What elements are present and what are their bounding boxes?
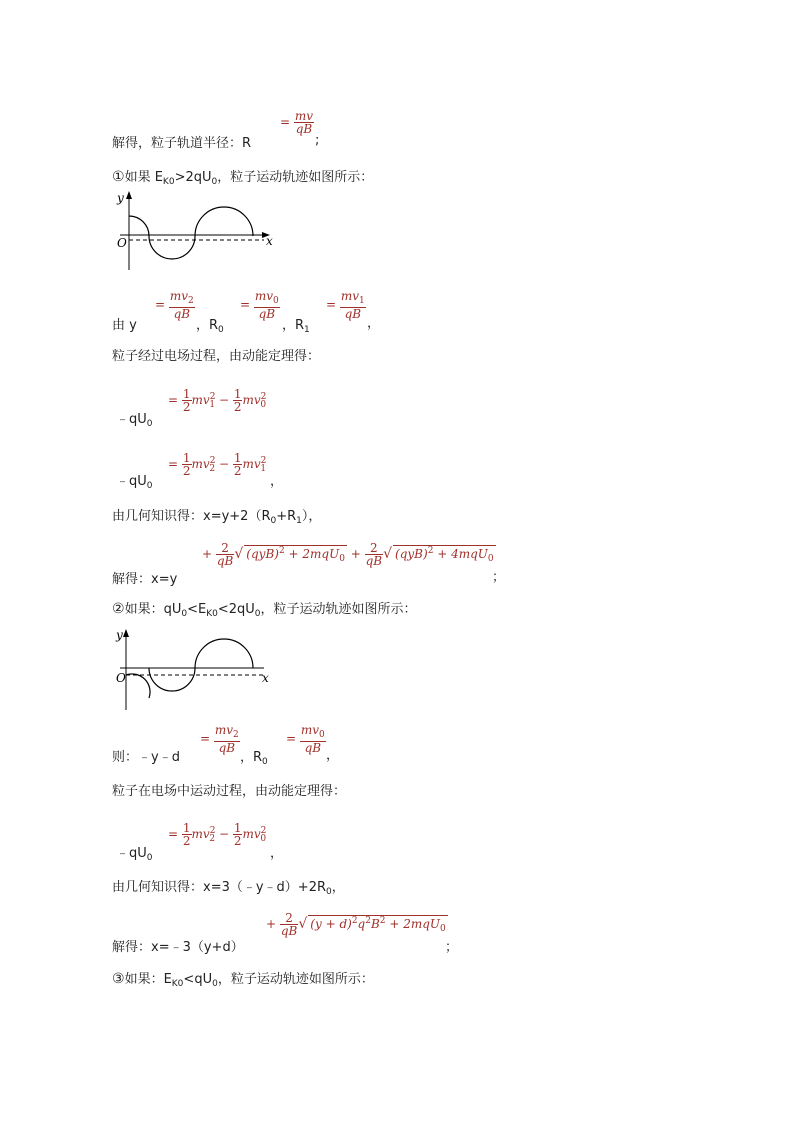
solution-1-lhs: 解得：x=y [112, 572, 178, 587]
trajectory-figure-2 [112, 624, 282, 716]
origin-label: O [116, 671, 126, 685]
energy-theorem-line-1: 粒子经过电场过程，由动能定理得： [112, 349, 321, 364]
geometry-line-1: 由几何知识得：$x=y+2(R_0+R_1)$， [112, 509, 322, 526]
equation-2-lhs: $﹣qU_0$ [116, 474, 153, 491]
y-formula: = $\frac{mv_2}{qB}$ [155, 289, 194, 321]
case-3-heading: ③如果：$E_{K0}<qU_0$，粒子运动轨迹如图所示： [112, 971, 374, 989]
trajectory-figure-1 [112, 188, 282, 276]
comma: ， [270, 474, 284, 489]
equation-3-rhs: = $\frac{1}{2}$ $mv^2_2$ − $\frac{1}{2}$ $mv^2_0$ [168, 821, 267, 848]
solution-2-rhs: + $\frac{2}{qB}$ √ $(y + d)^2q^2B^2 + 2mqU_0$ [266, 911, 446, 938]
equation-2-rhs: = $\frac{1}{2}$ $mv^2_2$ − $\frac{1}{2}$ $mv^2_1$ [168, 451, 267, 478]
solution-2-lhs: 解得：x=﹣3（y+d） [112, 940, 244, 955]
x-axis-label: x [262, 671, 269, 685]
y-axis-label: y [117, 191, 124, 205]
case-2-radii-line: 则：﹣y﹣d [112, 750, 180, 765]
r1-label: ，$R_1$ [282, 318, 310, 335]
solution-1-rhs: + $\frac{2}{qB}$ √ (qyB)$^2$ + 2mqU$_0$ + $\frac{2}{qB}$ √ (qyB)$^2$ + 4mqU$_0$ [202, 541, 494, 568]
case-2-r0-formula: = $\frac{mv_0}{qB}$ [286, 723, 325, 755]
r1-formula: = $\frac{mv_1}{qB}$ [326, 289, 365, 321]
equation-1-rhs: = $\frac{1}{2}$ $mv^2_1$ − $\frac{1}{2}$ $mv^2_0$ [168, 387, 267, 414]
semicolon: ； [492, 570, 506, 585]
comma: ， [367, 316, 381, 331]
semicolon: ； [445, 940, 459, 955]
y-axis-label: y [116, 628, 123, 642]
r0-label: ，$R_0$ [240, 750, 268, 767]
x-axis-label: x [266, 234, 273, 248]
origin-label: O [117, 236, 127, 250]
radii-line: 由 y [112, 318, 137, 333]
comma: ， [326, 748, 340, 763]
semicolon: ; [315, 133, 320, 148]
r0-label: ，$R_0$ [196, 318, 224, 335]
case-1-heading: ①如果 $E_{K0}>2qU_0$，粒子运动轨迹如图所示： [112, 169, 374, 187]
case-2-y-formula: = $\frac{mv_2}{qB}$ [200, 723, 239, 755]
equation-3-lhs: $﹣qU_0$ [116, 846, 153, 863]
case-2-heading: ②如果：$qU_0<E_{K0}<2qU_0$，粒子运动轨迹如图所示： [112, 601, 417, 619]
radius-formula: = $\frac{mv}{qB}$ [280, 109, 314, 136]
radius-line: 解得，粒子轨道半径：R [112, 136, 252, 151]
comma: ， [270, 846, 284, 861]
energy-theorem-line-2: 粒子在电场中运动过程，由动能定理得： [112, 784, 347, 799]
equation-1-lhs: $﹣qU_0$ [116, 412, 153, 429]
r0-formula: = $\frac{mv_0}{qB}$ [240, 289, 279, 321]
geometry-line-2: 由几何知识得：$x=3(﹣y﹣d)+2R_0$， [112, 880, 345, 897]
